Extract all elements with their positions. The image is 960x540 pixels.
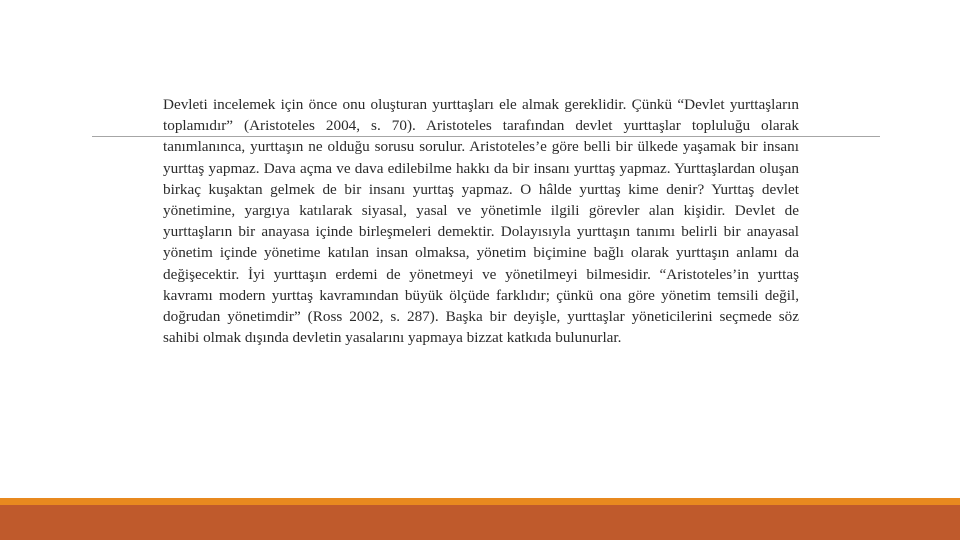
footer-accent-stripe — [0, 498, 960, 505]
footer-band — [0, 505, 960, 540]
body-paragraph: Devleti incelemek için önce onu oluşturan yurttaşları ele almak gereklidir. Çünkü “Devlet yurttaşların toplamıdır” (Aristoteles 2004, s. 70). Aristoteles tarafından devlet yurttaşlar topluluğu olarak tanımlanınca, yurttaşın ne olduğu sorusu sorulur. Aristoteles’e göre belli bir ülkede yaşamak bir insanı yurttaş yapmaz. Dava açma ve dava edilebilme hakkı da bir insanı yurttaş yapmaz. Yurttaşlardan oluşan birkaç kuşaktan gelmek de bir insanı yurttaş yapmaz. O hâlde yurttaş kime denir? Yurttaş devlet yönetimine, yargıya katılarak siyasal, yasal ve yönetimle ilgili görevler alan kişidir. Devlet de yurttaşların bir anayasa içinde birleşmeleri demektir. Dolayısıyla yurttaşın tanımı belirli bir anayasal yönetim içinde yönetime katılan insan olmaksa, yönetim biçimine bağlı olarak yurttaşın anlamı da değişecektir. İyi yurttaşın erdemi de yönetmeyi ve yönetilmeyi bilmesidir. “Aristoteles’in yurttaş kavramı modern yurttaş kavramından büyük ölçüde farklıdır; çünkü ona göre yönetim temsili değil, doğrudan yönetimdir” (Ross 2002, s. 287). Başka bir deyişle, yurttaşlar yöneticilerini seçmede söz sahibi olmak dışında devletin yasalarını yapmaya bizzat katkıda bulunurlar. — [163, 96, 799, 347]
